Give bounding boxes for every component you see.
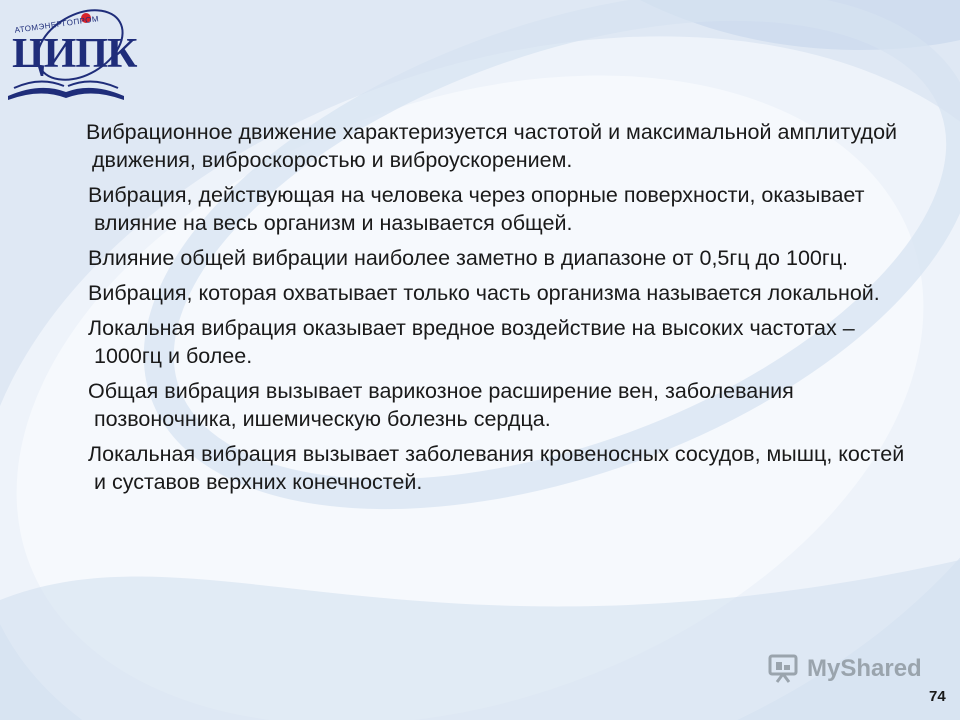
company-logo [0,0,137,110]
paragraph-1: Вибрационное движение характеризуется частотой и максимальной амплитудой движения, виброскоростью и виброускорением. [86,120,898,172]
myshared-watermark [767,654,922,684]
page-number: 74 [929,688,946,705]
paragraph-7: Локальная вибрация вызывает заболевания кровеносных сосудов, мышц, костей и суставов верхних конечностей. [88,442,905,494]
slide-body [82,118,912,503]
watermark-label: MyShared [807,655,922,682]
paragraph-4: Вибрация, которая охватывает только часть организма называется локальной. [88,281,880,305]
presentation-icon [767,654,801,684]
paragraph-2: Вибрация, действующая на человека через опорные поверхности, оказывает влияние на весь организм и называется общей. [88,183,865,235]
logo-subtitle: АТОМЭНЕРГОПРОМ [14,14,100,35]
paragraph-5: Локальная вибрация оказывает вредное воздействие на высоких частотах – 1000гц и более. [88,316,855,368]
paragraph-6: Общая вибрация вызывает варикозное расширение вен, заболевания позвоночника, ишемическую болезнь сердца. [88,379,794,431]
logo-title: ЦИПК [12,31,137,77]
paragraph-3: Влияние общей вибрации наиболее заметно в диапазоне от 0,5гц до 100гц. [88,246,848,270]
